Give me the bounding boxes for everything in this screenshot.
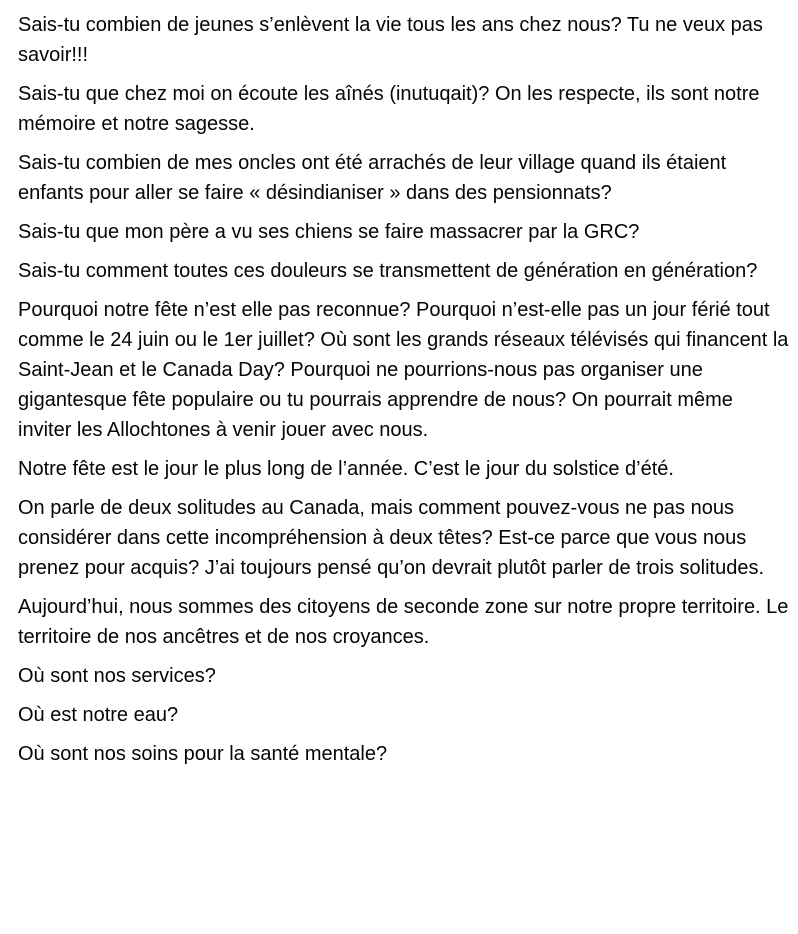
post-paragraph: Sais-tu comment toutes ces douleurs se transmettent de génération en génération? xyxy=(18,260,758,282)
post-paragraph: Sais-tu que mon père a vu ses chiens se faire massacrer par la GRC? xyxy=(18,221,640,243)
post-paragraph: Où sont nos soins pour la santé mentale? xyxy=(18,743,388,765)
post-paragraph: Sais-tu que chez moi on écoute les aînés (inutuqait)? On les respecte, ils sont notre mémoire et notre sagesse. xyxy=(18,83,760,135)
post-paragraph: Sais-tu combien de jeunes s’enlèvent la vie tous les ans chez nous? Tu ne veux pas savoir!!! xyxy=(18,14,763,66)
post-paragraph: Notre fête est le jour le plus long de l’année. C’est le jour du solstice d’été. xyxy=(18,458,674,480)
post-body xyxy=(18,10,790,778)
post-paragraph: Où est notre eau? xyxy=(18,704,179,726)
post-paragraph: Pourquoi notre fête n’est elle pas reconnue? Pourquoi n’est-elle pas un jour férié tout comme le 24 juin ou le 1er juillet? Où sont les grands réseaux télévisés qui financent la Saint-Jean et le Canada Day? Pourquoi ne pourrions-nous pas organiser une gigantesque fête populaire ou tu pourrais apprendre de nous? On pourrait même inviter les Allochtones à venir jouer avec nous. xyxy=(18,299,789,441)
post-paragraph: On parle de deux solitudes au Canada, mais comment pouvez-vous ne pas nous considérer dans cette incompréhension à deux têtes? Est-ce parce que vous nous prenez pour acquis? J’ai toujours pensé qu’on devrait plutôt parler de trois solitudes. xyxy=(18,497,764,579)
post-paragraph: Où sont nos services? xyxy=(18,665,216,687)
post-paragraph: Aujourd’hui, nous sommes des citoyens de seconde zone sur notre propre territoire. Le territoire de nos ancêtres et de nos croyances. xyxy=(18,596,789,648)
post-paragraph: Sais-tu combien de mes oncles ont été arrachés de leur village quand ils étaient enfants pour aller se faire « désindianiser » dans des pensionnats? xyxy=(18,152,727,204)
